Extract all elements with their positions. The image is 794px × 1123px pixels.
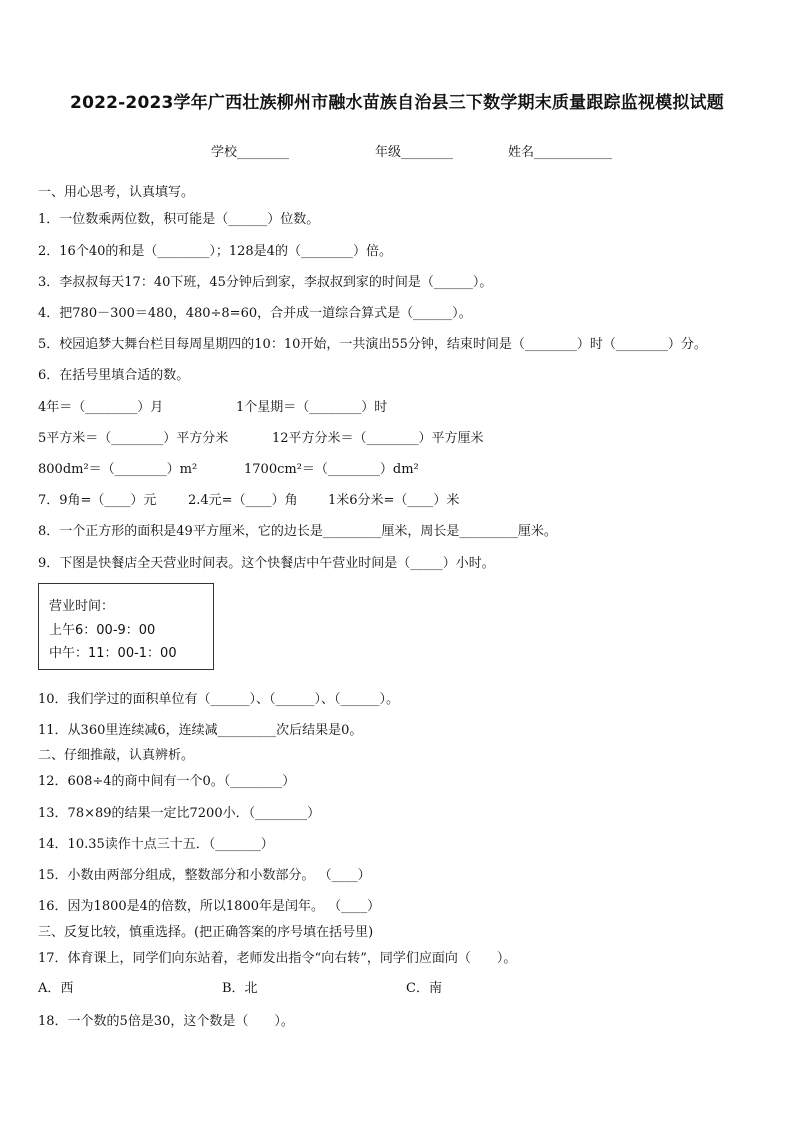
q6-item-sq-dm: 5平方米＝（________）平方分米 — [38, 431, 229, 446]
question-2: 2．16个40的和是（________）；128是4的（________）倍。 — [38, 244, 392, 259]
question-6: 6．在括号里填合适的数。 — [38, 368, 190, 383]
business-hours-box — [38, 583, 214, 670]
section-heading-3: 三、反复比较，慎重选择。(把正确答案的序号填在括号里) — [38, 925, 374, 940]
exam-title: 2022-2023学年广西壮族柳州市融水苗族自治县三下数学期末质量跟踪监视模拟试题 — [70, 93, 724, 113]
question-5: 5．校园追梦大舞台栏目每周星期四的10：10开始，一共演出55分钟，结束时间是（________）时（________）分。 — [38, 337, 707, 352]
q6-item-dm2: 1700cm²＝（________）dm² — [244, 462, 419, 477]
question-4: 4．把780－300＝480，480÷8=60，合并成一道综合算式是（______）。 — [38, 306, 472, 321]
hours-heading: 营业时间： — [49, 599, 115, 614]
q7-item-yuan: 7．9角=（____）元 — [38, 493, 157, 508]
school-field: 学校________ — [211, 145, 290, 160]
grade-field: 年级________ — [375, 145, 454, 160]
question-1: 1．一位数乘两位数，积可能是（______）位数。 — [38, 212, 320, 227]
q6-item-m2: 800dm²＝（________）m² — [38, 462, 198, 477]
question-14: 14．10.35读作十点三十五．（_______） — [38, 837, 274, 852]
q6-item-hours: 1个星期＝（________）时 — [236, 400, 388, 415]
choice-b: B．北 — [222, 981, 258, 996]
name-field: 姓名____________ — [508, 145, 613, 160]
choice-a: A．西 — [38, 981, 74, 996]
question-12: 12．608÷4的商中间有一个0。（________） — [38, 774, 296, 789]
q6-item-sq-cm: 12平方分米＝（________）平方厘米 — [272, 431, 484, 446]
question-13: 13．78×89的结果一定比7200小．（________） — [38, 806, 321, 821]
question-3: 3．李叔叔每天17：40下班，45分钟后到家，李叔叔到家的时间是（______）。 — [38, 275, 493, 290]
question-17: 17．体育课上，同学们向东站着，老师发出指令“向右转”，同学们应面向（ ）。 — [38, 951, 517, 966]
section-heading-2: 二、仔细推敲，认真辨析。 — [38, 748, 195, 763]
question-16: 16．因为1800是4的倍数，所以1800年是闰年。 （____） — [38, 899, 381, 914]
question-15: 15．小数由两部分组成，整数部分和小数部分。 （____） — [38, 868, 371, 883]
q7-item-meter: 1米6分米=（____）米 — [328, 493, 460, 508]
section-heading-1: 一、用心思考，认真填写。 — [38, 185, 195, 200]
question-11: 11．从360里连续减6，连续减_________次后结果是0。 — [38, 723, 363, 738]
q6-item-months: 4年＝（________）月 — [38, 400, 164, 415]
q7-item-jiao: 2.4元=（____）角 — [188, 493, 298, 508]
hours-morning: 上午6：00-9：00 — [49, 623, 156, 638]
question-10: 10．我们学过的面积单位有（______）、（______）、（______）。 — [38, 692, 400, 707]
question-18: 18．一个数的5倍是30，这个数是（ ）。 — [38, 1014, 294, 1029]
question-9: 9．下图是快餐店全天营业时间表。这个快餐店中午营业时间是（_____）小时。 — [38, 556, 495, 571]
choice-c: C．南 — [406, 981, 442, 996]
question-8: 8．一个正方形的面积是49平方厘米，它的边长是_________厘米，周长是_________厘米。 — [38, 524, 557, 539]
hours-noon: 中午：11：00-1：00 — [49, 646, 177, 661]
